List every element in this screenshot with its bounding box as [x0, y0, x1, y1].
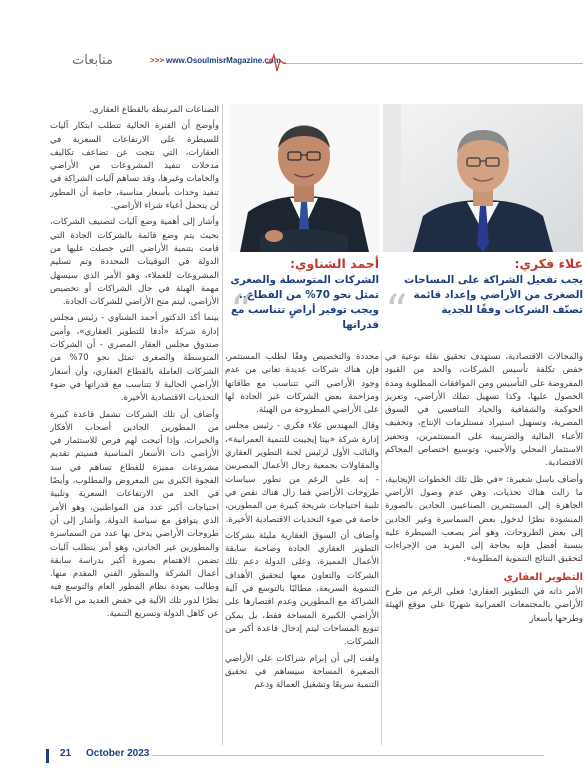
- article-column-right: [385, 351, 583, 745]
- quote-speaker-colon: :: [290, 256, 296, 271]
- section-subheading: التطوير العقاري: [503, 571, 583, 583]
- quote-speaker: [230, 256, 379, 271]
- paragraph: محددة والتخصيص وفقًا لطلب المستثمر، فإن هناك شركات عديدة تعاني من عدم وجود الأراضي التي تتناسب مع طاقاتها ومزاحمة بعض الشركات غير الجادة لها على الأراضي المطروحة من الهيئة.: [225, 352, 379, 416]
- paragraph: الأمر ذاته في التطوير العقاري؛ فعلى الرغم من طرح الأراضي بالمجتمعات العمرانية شهريًا على موقع الهيئة وطرحها بأسعار: [385, 587, 583, 624]
- page-header: [0, 50, 584, 72]
- paragraph: وأضاف أن تلك الشركات تشمل قاعدة كبيرة من المطورين الجادين أصحاب الأفكار والخبرات، وإذا أتيحت لهم فرص للاستثمار في الأراضي ذات الأسعار المناسبة فسيتم تقديم مشروعات مميزة للقطاع تساهم في سد الفجوة الكبرى بين المعروض والمطلوب، وأيضًا في الحد من الارتفاعات السعرية وتلبية احتياجات أكبر عدد من المواطنين، وهو الأمر الذي يتوافق مع سياسة الدولة. وأشار إلى أن طروحات الأراضي يدخل بها عدد من السماسرة والمطورين غير الجادين، وهو أمر يتطلب آليات تضمن الاهتمام بصورة أكبر بدراسة سابقة أعمال الشركة والمطور الفني المقدم منها. وطالب بعودة نظام المطور العام والتوسع فيه نظرًا لدور تلك الآلية في خفض العديد من الأعباء عن كاهل الدولة وتسريع التنمية.: [50, 409, 219, 619]
- paragraph: ولفت إلى أن إبرام شراكات على الأراضي الصغيرة المساحة سيساهم في تحقيق التنمية سريعًا وتشغيل العمالة ودعم: [225, 653, 379, 691]
- paragraph: وقال المهندس علاء فكري - رئيس مجلس إدارة شركة «بيتا إيجيبت للتنمية العمرانية»، والنائب الأول لرئيس لجنة التطوير العقاري والمقاولات بجمعية رجال الأعمال المصريين - إنه على الرغم من تطور سياسات طروحات الأراضي فما زال هناك نقص في تلبية احتياجات شريحة كبيرة من المطورين، خاصة في ضوء التحديات الاقتصادية الأخيرة.: [225, 421, 379, 525]
- quote-text: الشركات المتوسطة والصغرى تمثل نحو 70% من القطاع.. ويجب توفير أراضٍ تتناسب مع قدراتها: [230, 274, 379, 331]
- issue-date: October 2023: [86, 748, 150, 759]
- photo-alaa-fekry: [383, 104, 583, 252]
- page-number: 21: [60, 748, 72, 759]
- pull-quote-ahmed-elshenawy: [230, 256, 379, 348]
- section-title: متابعات: [72, 53, 113, 68]
- article-column-middle: [225, 351, 379, 745]
- column-divider: [381, 351, 382, 745]
- quote-text: يجب تفعيل الشراكة على المساحات الصغرى من الأراضي وإعداد قائمة تصنّف الشركات وفقًا للجدية: [404, 274, 583, 316]
- paragraph: وأوضح أن الفترة الحالية تتطلب ابتكار آليات للسيطرة على الارتفاعات السعرية في العقارات، التي نتجت عن تضاعف تكاليف مدخلات تنفيذ المشروعات من الأراضي والخامات وغيرها، وقد تساهم آليات الشراكة في تنفيذ وحدات بأسعار مناسبة، خاصة أن المطور لن يتحمل أعباء شراء الأراضي.: [50, 121, 219, 212]
- header-rule: [283, 63, 583, 64]
- photo-ahmed-elshenawy: [230, 104, 379, 252]
- pull-quote-alaa-fekry: [383, 256, 583, 348]
- pulse-icon: [266, 52, 286, 74]
- paragraph: وأشار إلى أهمية وضع آليات لتصنيف الشركات، بحيث يتم وضع قائمة بالشركات الجادة التي قامت بتنمية الأراضي التي حصلت عليها من الدولة في التوقيتات المحددة وتم تسليم المشروعات للعملاء، وهو الأمر الذي سيسهل مهمة الهيئة في حال الشراكات أو تخصيص الأراضي، ليتم منح الأراضي للشركات الجادة.: [50, 217, 219, 308]
- footer-rule: [152, 755, 544, 756]
- page-footer: [46, 748, 546, 764]
- quote-speaker-name: علاء فكري: [519, 256, 583, 271]
- paragraph: وأضاف باسل شعيرة: «في ظل تلك الخطوات الإيجابية، ما زالت هناك تحديات، وهي عدم وصول الأراضي الجاهزة إلى المستثمرين الصناعيين الجادين بالصورة المنشودة نظرًا لدخول بعض السماسرة وغير الجادين إلى بعض الطروحات، وهو أمر يصعب السيطرة عليه بنسبة أفضل فإنه بحاجة إلى المزيد من الإجراءات لتحقيق النتائج التنموية المطلوبة».: [385, 474, 583, 565]
- url-arrows: >>>: [150, 56, 165, 65]
- url-text: www.OsoulmisrMagazine.com: [166, 56, 281, 65]
- quote-mark-icon: “: [385, 286, 408, 337]
- article-column-left: [50, 104, 219, 745]
- column-divider: [222, 104, 223, 745]
- quote-speaker-name: أحمد الشناوي: [295, 256, 379, 271]
- paragraph: الصناعات المرتبطة بالقطاع العقاري.: [89, 105, 219, 115]
- quote-speaker-colon: :: [514, 256, 520, 271]
- paragraph: وأضاف أن السوق العقارية مليئة بشركات التطوير العقاري الجادة وصاحبة سابقة الأعمال المميزة، وعلى الدولة دعم تلك الشركات والتعاون معها لتحقيق الأهداف التنموية السريعة، مطالبًا بالتوسع في آلية الشراكة مع المطورين وعدم اقتصارها على الأراضي الكبيرة المساحة فقط، بل يمكن تنويع المساحات ليتم إدخال قاعدة أكبر من الشركات.: [225, 530, 379, 648]
- magazine-url[interactable]: [150, 56, 281, 65]
- paragraph: والمجالات الاقتصادية، تستهدف تحقيق نقلة نوعية في خفض تكلفة تأسيس الشركات، والحد من القيود المفروضة على التأسيس ومن الموافقات المطلوبة ومدة الحصول عليها، وكذا تسهيل تملك الأراضي، وتعزيز الحوكمة والشفافية والحياد التنافسي في السوق المصرية، وتسهيل استيراد مستلزمات الإنتاج، وتخفيف الأعباء المالية والضريبية على المستثمرين، وتحفيز الاستثمار المحلي والأجنبي، وتوسيع اختصاص المحاكم الاقتصادية.: [385, 352, 583, 469]
- quote-mark-icon: “: [230, 286, 253, 337]
- paragraph: بينما أكد الدكتور أحمد الشناوي - رئيس مجلس إدارة شركة «أدفا للتطوير العقاري»، وأمين صندوق مجلس العقار المصري - أن الشركات المتوسطة والصغرى تمثل نحو 70% من الشركات العاملة بالقطاع العقاري، وأن أسعار الأراضي الحالية لا تتناسب مع قدراتها في ضوء التحديات الاقتصادية الأخيرة.: [50, 313, 219, 404]
- quote-speaker: [383, 256, 583, 271]
- footer-accent-bar: [46, 749, 49, 763]
